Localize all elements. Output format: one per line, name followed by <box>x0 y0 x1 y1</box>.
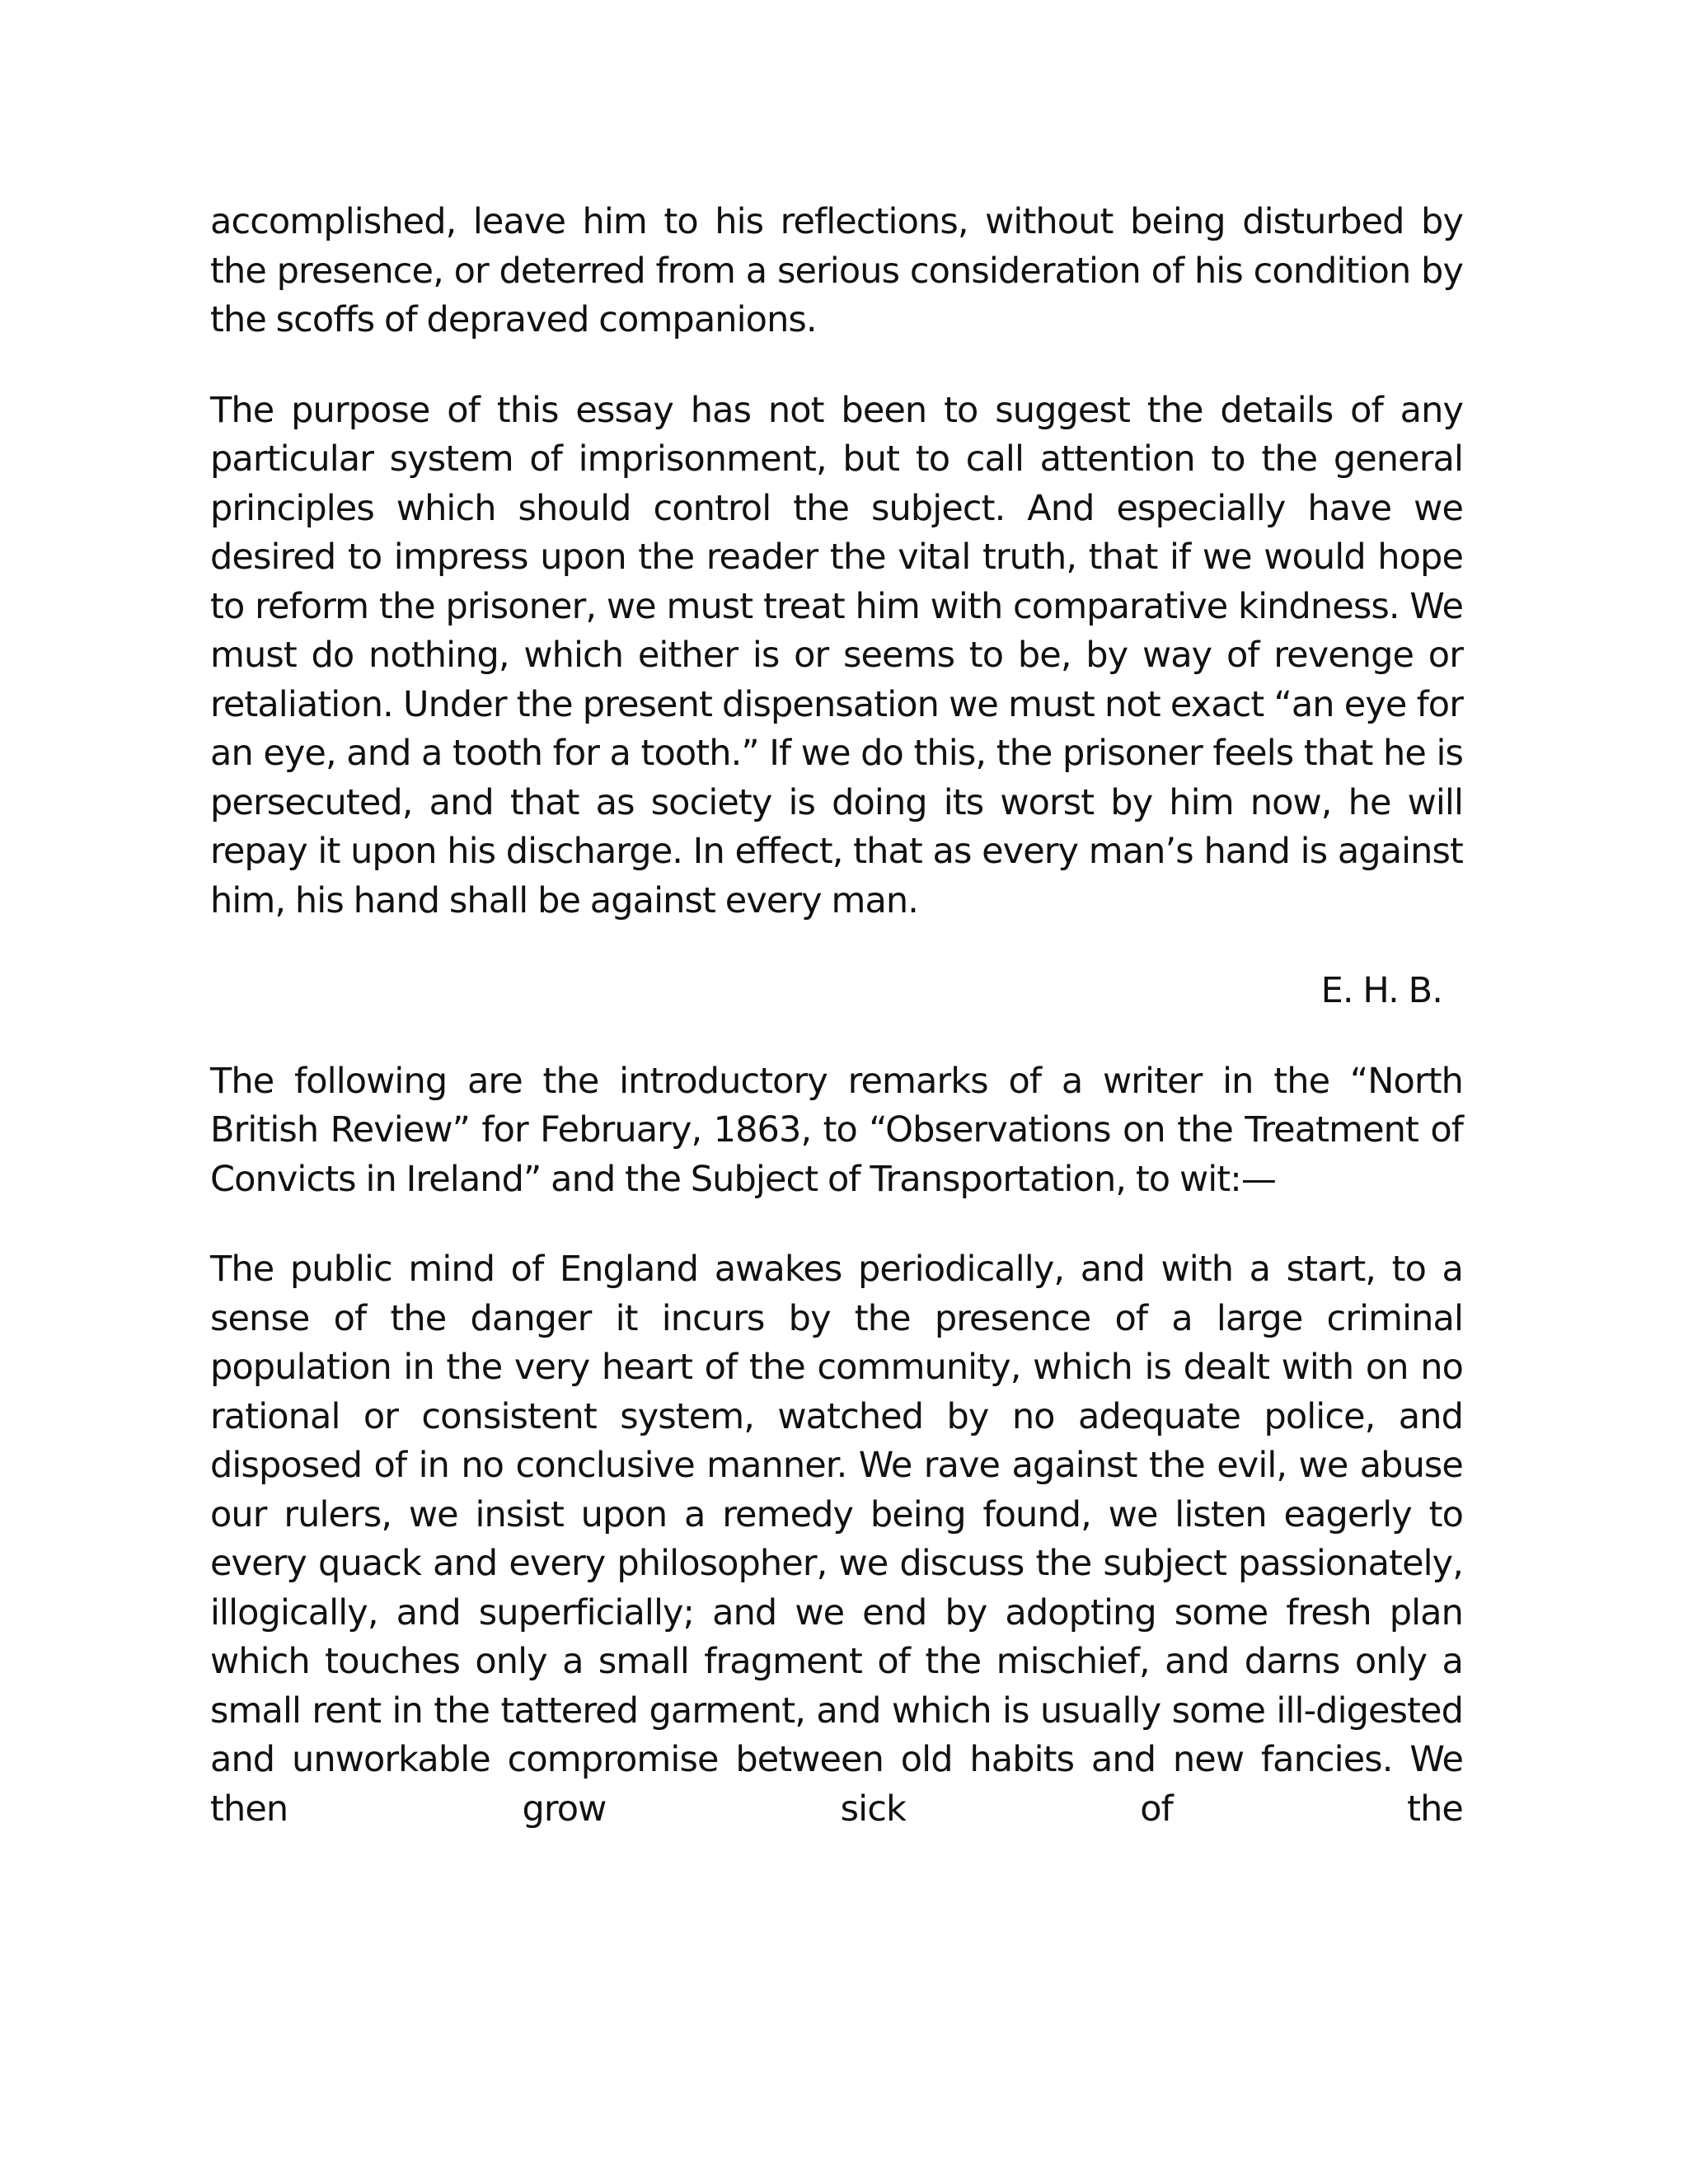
paragraph-review-quotation: The public mind of England awakes periodically, and with a start, to a sense of the danger it incurs by the presence of a large criminal population in the very heart of the community, which is dealt with on no rational or consistent system, watched by no adequate police, and disposed of in no conclusive manner. We rave against the evil, we abuse our rulers, we insist upon a remedy being found, we listen eagerly to every quack and every philosopher, we discuss the subject passionately, illogically, and superficially; and we end by adopting some fresh plan which touches only a small fragment of the mischief, and darns only a small rent in the tattered garment, and which is usually some ill-digested and unworkable compromise between old habits and new fancies. We then grow sick of the <box>210 1249 1463 1830</box>
author-signature: E. H. B. <box>1320 970 1442 1011</box>
document-page <box>210 198 1463 1875</box>
paragraph-essay-purpose: The purpose of this essay has not been to suggest the details of any particular system of imprisonment, but to call attention to the general principles which should control the subject. And especially have we desired to impress upon the reader the vital truth, that if we would hope to reform the prisoner, we must treat him with comparative kindness. We must do nothing, which either is or seems to be, by way of revenge or retaliation. Under the present dispensation we must not exact “an eye for an eye, and a tooth for a tooth.” If we do this, the prisoner feels that he is persecuted, and that as society is doing its worst by him now, he will repay it upon his discharge. In effect, that as every man’s hand is against him, his hand shall be against every man. <box>210 389 1463 921</box>
paragraph-closing-previous: accomplished, leave him to his reflections, without being disturbed by the presence, or deterred from a serious consideration of his condition by the scoffs of depraved companions. <box>210 201 1463 340</box>
paragraph-review-introduction: The following are the introductory remarks of a writer in the “North British Review” for February, 1863, to “Observations on the Treatment of Convicts in Ireland” and the Subject of Transportation, to wit:— <box>210 1060 1463 1200</box>
